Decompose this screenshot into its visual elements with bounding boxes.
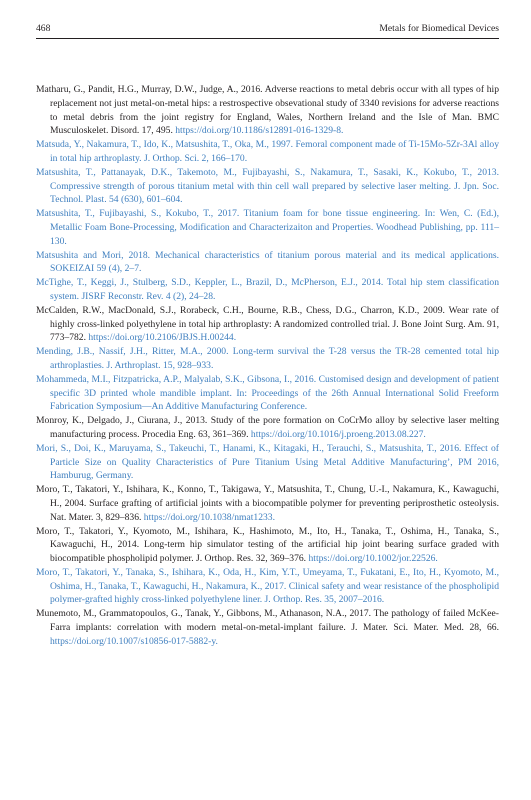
reference-text: Mending, J.B., Nassif, J.H., Ritter, M.A., 2000. Long-term survival the T-28 versus the TR-28 cemented total hip arthroplasties. J. Arthroplast. 15, 928–933. [36,346,499,371]
reference-entry [36,483,499,524]
reference-text: McTighe, T., Keggi, J., Stulberg, S.D., Keppler, L., Brazil, D., McPherson, E.J., 2014. Total hip stem classification system. JISRF Reconstr. Rev. 4 (2), 24–28. [36,277,499,302]
doi-link[interactable]: https://doi.org/10.1186/s12891-016-1329-8. [175,125,344,137]
reference-text: Moro, T., Takatori, Y., Ishihara, K., Konno, T., Takigawa, Y., Matsushita, T., Chung, U.-I., Nakamura, K., Kawaguchi, H., 2004. Surface grafting of artificial joints with a biocompatible polymer for preventing periprosthetic osteolysis. Nat. Mater. 3, 829–836. [36,484,499,523]
reference-text: Matharu, G., Pandit, H.G., Murray, D.W., Judge, A., 2016. Adverse reactions to metal debris occur with all types of hip replacement not just metal-on-metal hips: a restrospective obsevational study of 3340 revisions for adverse reactions to metal debris from the joint registry for England, Wales, Northern Ireland and the Isle of Man. BMC Musculoskelet. Disord. 17, 495. [36,84,499,137]
reference-text: Matsushita, T., Fujibayashi, S., Kokubo, T., 2017. Titanium foam for bone tissue engineering. In: Wen, C. (Ed.), Metallic Foam Bone-Processing, Modification and Characterizaiton and Properties. Woodhead Publishing, pp. 111–130. [36,208,499,247]
reference-entry [36,607,499,648]
doi-link[interactable]: https://doi.org/10.1038/nmat1233. [143,511,276,523]
doi-link[interactable]: https://doi.org/10.1002/jor.22526. [308,553,438,565]
reference-text: Matsuda, Y., Nakamura, T., Ido, K., Matsushita, T., Oka, M., 1997. Femoral component made of Ti-15Mo-5Zr-3Al alloy in total hip arthroplasty. J. Orthop. Sci. 2, 166–170. [36,139,499,164]
reference-entry [36,414,499,442]
page-number: 468 [36,23,51,34]
reference-entry[interactable] [36,276,499,304]
reference-text: Moro, T., Takatori, Y., Tanaka, S., Ishihara, K., Oda, H., Kim, Y.T., Umeyama, T., Fukatani, E., Ito, H., Kyomoto, M., Oshima, H., Tanaka, T., Kawaguchi, H., Nakamura, K., 2017. Clinical safety and wear resistance of the phospholipid polymer-grafted highly cross-linked polyethylene liner. J. Orthop. Res. 35, 2007–2016. [36,566,499,606]
reference-entry[interactable] [36,373,499,414]
doi-link[interactable]: https://doi.org/10.1007/s10856-017-5882-y. [50,635,218,647]
reference-entry[interactable] [36,566,499,607]
doi-link[interactable]: https://doi.org/10.2106/JBJS.H.00244. [88,332,237,344]
reference-entry[interactable] [36,442,499,483]
reference-text: Mohammeda, M.I., Fitzpatricka, A.P., Malyalab, S.K., Gibsona, I., 2016. Customised design and development of patient specific 3D printed whole mandible implant. In: Proceedings of the 26th Annual International Solid Freeform Fabrication Symposium—An Additive Manufacturing Conference. [36,373,499,413]
reference-entry[interactable] [36,207,499,248]
reference-list [36,83,499,649]
reference-text: Monroy, K., Delgado, J., Ciurana, J., 2013. Study of the pore formation on CoCrMo alloy by selective laser melting manufacturing process. Procedia Eng. 63, 361–369. [36,415,499,440]
reference-text: Mori, S., Doi, K., Maruyama, S., Takeuchi, T., Hanami, K., Kitagaki, H., Terauchi, S., Matsushita, T., 2016. Effect of Particle Size on Quality Characteristics of Pure Titanium Using Metal Additive Manufacturing’, PM 2016, Hamburug, Germany. [36,442,499,482]
header-rule [36,38,499,39]
page-header [36,22,499,36]
doi-link[interactable]: https://doi.org/10.1016/j.proeng.2013.08.227. [250,428,426,440]
reference-entry [36,304,499,345]
reference-entry[interactable] [36,138,499,166]
reference-text: Moro, T., Takatori, Y., Kyomoto, M., Ishihara, K., Hashimoto, M., Ito, H., Tanaka, T., Oshima, H., Tanaka, S., Kawaguchi, H., 2014. Long-term hip simulator testing of the artificial hip joint bearing surface graded with biocompatible phospholipid polymer. J. Orthop. Res. 32, 369–376. [36,525,499,565]
reference-text: Matsushita, T., Pattanayak, D.K., Takemoto, M., Fujibayashi, S., Nakamura, T., Sasaki, K., Kokubo, T., 2013. Compressive strength of porous titanium metal with thin cell wall prepared by selective laser melting. J. Jpn. Soc. Technol. Plast. 54 (630), 601–604. [36,166,499,206]
reference-text: McCalden, R.W., MacDonald, S.J., Rorabeck, C.H., Bourne, R.B., Chess, D.G., Charron, K.D., 2009. Wear rate of highly cross-linked polyethylene in total hip arthroplasty: A randomized controlled trial. J. Bone Joint Surg. Am. 91, 773–782. [36,304,499,344]
reference-text: Matsushita and Mori, 2018. Mechanical characteristics of titanium porous material and its medical applications. SOKEIZAI 59 (4), 2–7. [36,249,499,275]
reference-entry[interactable] [36,249,499,277]
reference-entry [36,525,499,566]
reference-text: Munemoto, M., Grammatopoulos, G., Tanak, Y., Gibbons, M., Athanason, N.A., 2017. The pathology of failed McKee-Farra implants: correlation with modern metal-on-metal-implant failure. J. Mater. Sci. Mater. Med. 28, 66. [36,608,499,634]
reference-entry[interactable] [36,166,499,207]
running-title: Metals for Biomedical Devices [379,23,499,34]
reference-entry [36,83,499,138]
reference-entry[interactable] [36,345,499,373]
